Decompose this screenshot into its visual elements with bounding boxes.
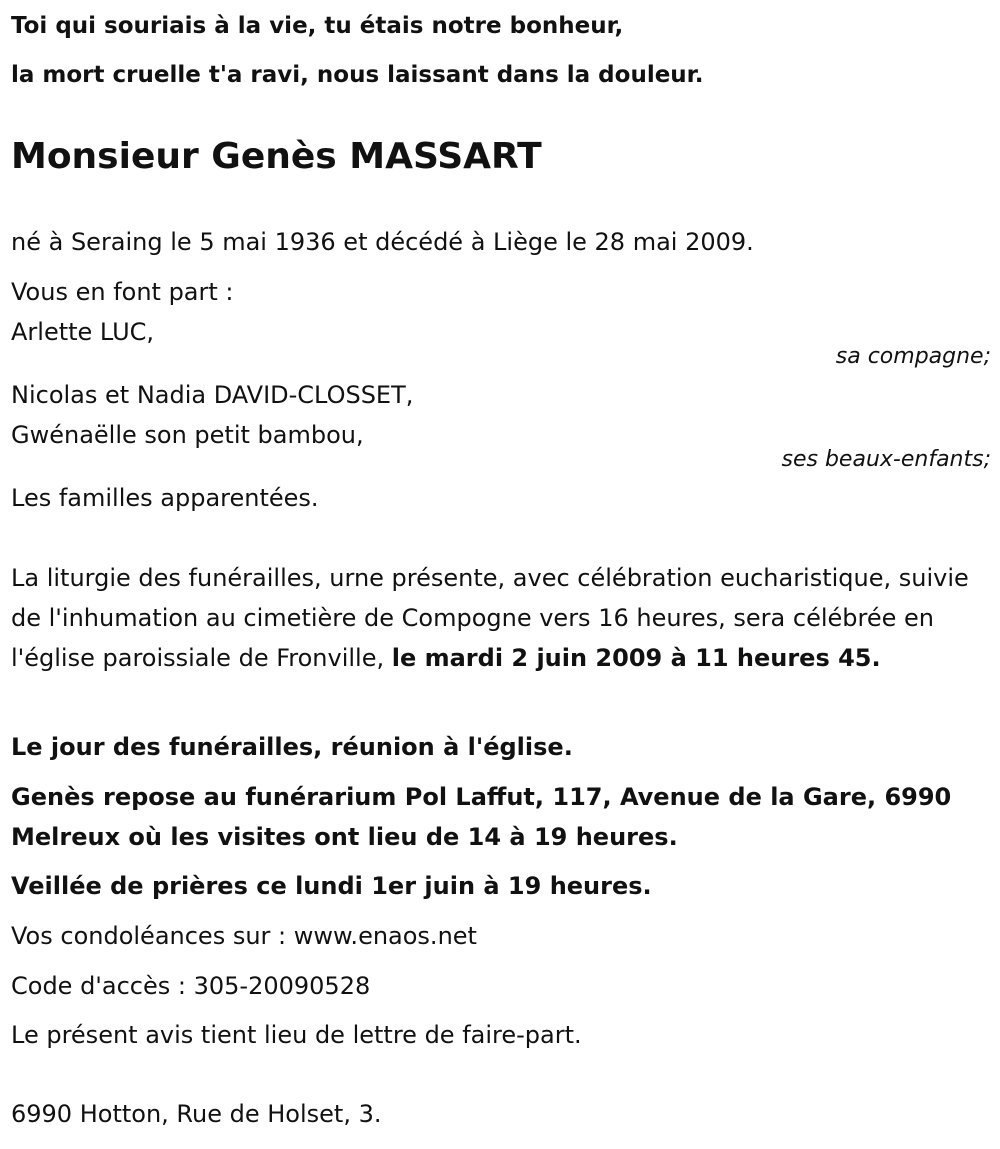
verse-line-2: la mort cruelle t'a ravi, nous laissant dans la douleur. [11,62,704,88]
families-line: Les familles apparentées. [11,484,319,512]
vigil-line: Veillée de prières ce lundi 1er juin à 19 heures. [11,872,652,900]
stepchildren-role: ses beaux-enfants; [781,447,991,472]
stepchildren-line-1: Nicolas et Nadia DAVID-CLOSSET, [11,381,414,409]
announcement-intro: Vous en font part : [11,278,234,306]
notice-line: Le présent avis tient lieu de lettre de faire-part. [11,1021,582,1049]
access-code-line: Code d'accès : 305-20090528 [11,972,371,1000]
stepchildren-line-2: Gwénaëlle son petit bambou, [11,421,364,449]
companion-name: Arlette LUC, [11,318,155,346]
address-line: 6990 Hotton, Rue de Holset, 3. [11,1100,382,1128]
liturgy-date: le mardi 2 juin 2009 à 11 heures 45. [391,644,881,672]
rest-line-2: Melreux où les visites ont lieu de 14 à 19 heures. [11,823,678,851]
meeting-line: Le jour des funérailles, réunion à l'église. [11,733,573,761]
verse-line-1: Toi qui souriais à la vie, tu étais notre bonheur, [11,13,624,39]
condolences-line: Vos condoléances sur : www.enaos.net [11,922,477,950]
liturgy-paragraph [11,558,986,678]
birth-death-dates: né à Seraing le 5 mai 1936 et décédé à Liège le 28 mai 2009. [11,228,754,256]
companion-role: sa compagne; [835,344,991,369]
rest-line-1: Genès repose au funérarium Pol Laffut, 117, Avenue de la Gare, 6990 [11,783,952,811]
liturgy-text: La liturgie des funérailles, urne présente, avec célébration eucharistique, suivie de l'inhumation au cimetière de Compogne vers 16 heures, sera célébrée en l'église paroissiale de Fronville, [11,564,969,672]
deceased-name: Monsieur Genès MASSART [11,136,542,177]
